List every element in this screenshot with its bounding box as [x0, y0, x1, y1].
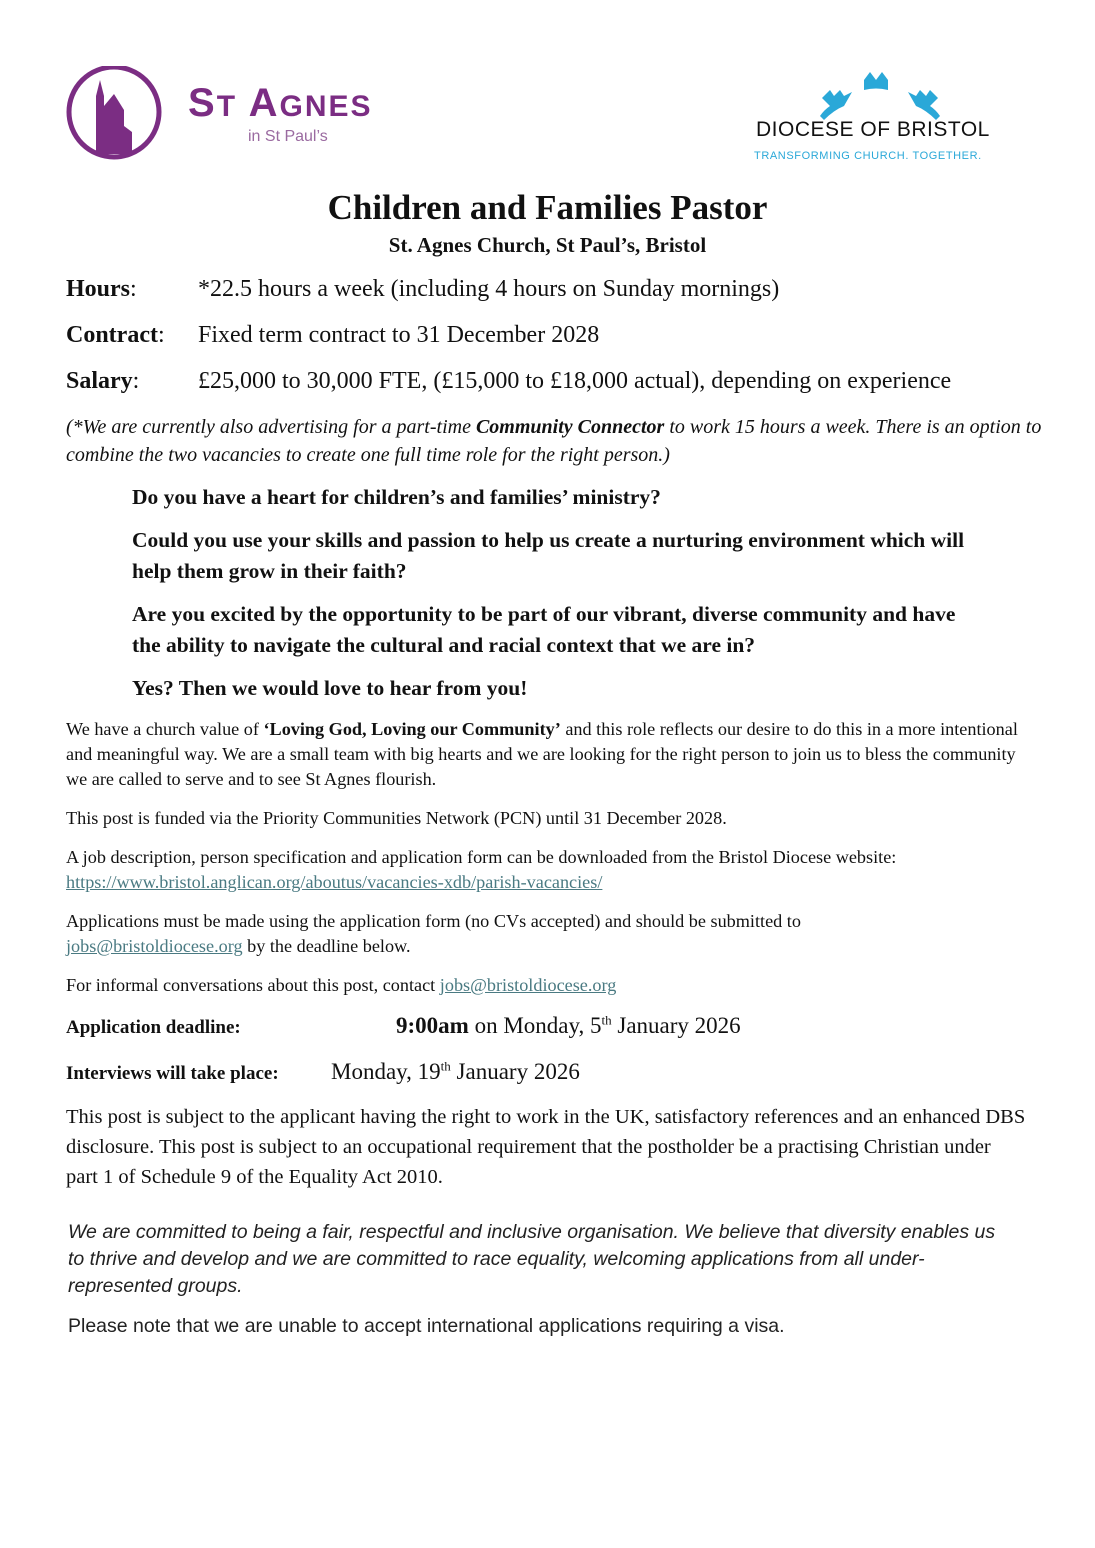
diocese-of-bristol-logo: [752, 60, 1007, 170]
value-paragraph: We have a church value of ‘Loving God, Loving our Community’ and this role reflects our desire to do this in a more intentional and meaningful way. We are a small team with big hearts and we are looking for the right person to join us to bless the community we are called to serve and to see St Agnes flourish.: [66, 719, 1018, 789]
download-paragraph: A job description, person specification and application form can be downloaded from the Bristol Diocese website: https://www.bristol.anglican.org/aboutus/vacancies-xdb/parish-vacancies/: [66, 847, 897, 892]
question: Could you use your skills and passion to help us create a nurturing environment which will help them grow in their faith?: [132, 528, 965, 583]
page-title: Children and Families Pastor: [327, 188, 768, 227]
contract-row: Contract: Fixed term contract to 31 December 2028: [66, 322, 600, 348]
funding-paragraph: This post is funded via the Priority Communities Network (PCN) until 31 December 2028.: [66, 808, 727, 828]
interview-date: Interviews will take place: Monday, 19th January 2026: [66, 1058, 580, 1084]
conditions-paragraph: This post is subject to the applicant having the right to work in the UK, satisfactory references and an enhanced DBS disclosure. This post is subject to an occupational requirement that the postholder be a practising Christian under part 1 of Schedule 9 of the Equality Act 2010.: [66, 1106, 1026, 1188]
salary-row: Salary: £25,000 to 30,000 FTE, (£15,000 to £18,000 actual), depending on experience: [66, 368, 952, 394]
part-time-note: (*We are currently also advertising for a part-time Community Connector to work 15 hours a week. There is an option to combine the two vacancies to create one full time role for the right person.): [66, 416, 1042, 466]
svg-text:TRANSFORMING CHURCH. TOGETHER.: TRANSFORMING CHURCH. TOGETHER.: [754, 150, 982, 162]
svg-text:ST AGNES: ST AGNES: [188, 81, 373, 125]
vacancies-link[interactable]: https://www.bristol.anglican.org/aboutus/vacancies-xdb/parish-vacancies/: [66, 872, 603, 892]
question: Yes? Then we would love to hear from you!: [132, 676, 528, 700]
visa-note: Please note that we are unable to accept international applications requiring a visa.: [68, 1315, 785, 1337]
informal-paragraph: For informal conversations about this post, contact jobs@bristoldiocese.org: [66, 975, 617, 995]
email-link[interactable]: jobs@bristoldiocese.org: [66, 936, 243, 956]
svg-text:DIOCESE OF BRISTOL: DIOCESE OF BRISTOL: [756, 118, 990, 141]
hours-row: Hours: *22.5 hours a week (including 4 hours on Sunday mornings): [66, 276, 780, 302]
commitment-statement: We are committed to being a fair, respectful and inclusive organisation. We believe that diversity enables us to thrive and develop and we are committed to race equality, welcoming applications from all under-represented groups.: [68, 1221, 996, 1297]
st-agnes-logo: [66, 66, 406, 165]
application-deadline: Application deadline: 9:00am on Monday, 5th January 2026: [66, 1012, 741, 1038]
question: Do you have a heart for children’s and families’ ministry?: [132, 485, 661, 509]
question: Are you excited by the opportunity to be part of our vibrant, diverse community and have the ability to navigate the cultural and racial context that we are in?: [132, 602, 956, 657]
page-subtitle: St. Agnes Church, St Paul’s, Bristol: [388, 233, 707, 257]
applications-paragraph: Applications must be made using the application form (no CVs accepted) and should be submitted to jobs@bristoldiocese.org by the deadline below.: [66, 911, 801, 956]
svg-text:in St Paul’s: in St Paul’s: [248, 128, 328, 145]
email-link[interactable]: jobs@bristoldiocese.org: [439, 975, 617, 995]
